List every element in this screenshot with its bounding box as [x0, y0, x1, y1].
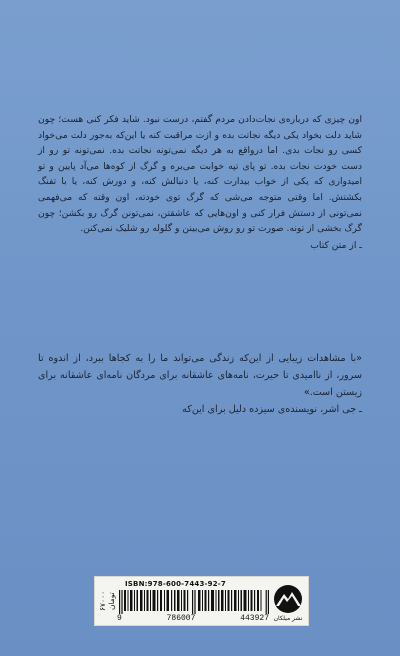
price-label: ۶۷۰۰۰ تومان [98, 590, 116, 612]
excerpt-text: اون چیزی که درباره‌ی نجات‌دادن مردم گفتم، درست نبود. شاید فکر کنی هست؛ چون شاید دلت بخواد یکی دیگه نجاتت بده و ازت مراقبت کنه یا این‌که به‌جور دلت می‌خواد کسی رو نجات بدی. اما درواقع به هر دیگه نمی‌تونه نجاتت بده. نمی‌تونه تو رو از دست خودت نجات بده. تو پای تپه خوابت می‌بره و گرگ از کوه‌ها می‌آد پایین و تو امیدواری که یکی از خواب بیدارت کنه، یا دنبالش کنه، و دورش کنه، یا با تفنگ بکشتش. اما وقتی متوجه می‌شی که گرگ توی خودته، اون وقته که می‌فهمی نمی‌تونی از دستش فرار کنی و اون‌هایی که عاشقتن، نمی‌تونن گرگ رو بکشن؛ چون گرگ بخشی از تونه. صورت تو رو روش می‌بینن و گلوله رو شلیک نمی‌کنن. [38, 114, 362, 235]
barcode-digits: 9 786007 443927 [117, 614, 269, 623]
book-excerpt [38, 112, 362, 253]
barcode-panel [95, 577, 308, 625]
barcode-icon [119, 590, 269, 614]
publisher-name: نشر میلکان [273, 615, 303, 622]
quote-text: «با مشاهدات زیبایی از این‌که زندگی می‌تواند ما را به کجاها ببرد، از اندوه تا سرور، از ناامیدی تا حیرت، نامه‌های عاشقانه برای مردگان نامه‌ای عاشقانه برای زیستن است.» [38, 353, 362, 398]
excerpt-source: ـ از متن کتاب [310, 239, 362, 251]
isbn-label: ISBN:978-600-7443-92-7 [125, 580, 226, 588]
quote-attribution: ـ جی اشر، نویسنده‌ی سیزده دلیل برای این‌که [182, 404, 362, 415]
review-quote [38, 350, 362, 418]
